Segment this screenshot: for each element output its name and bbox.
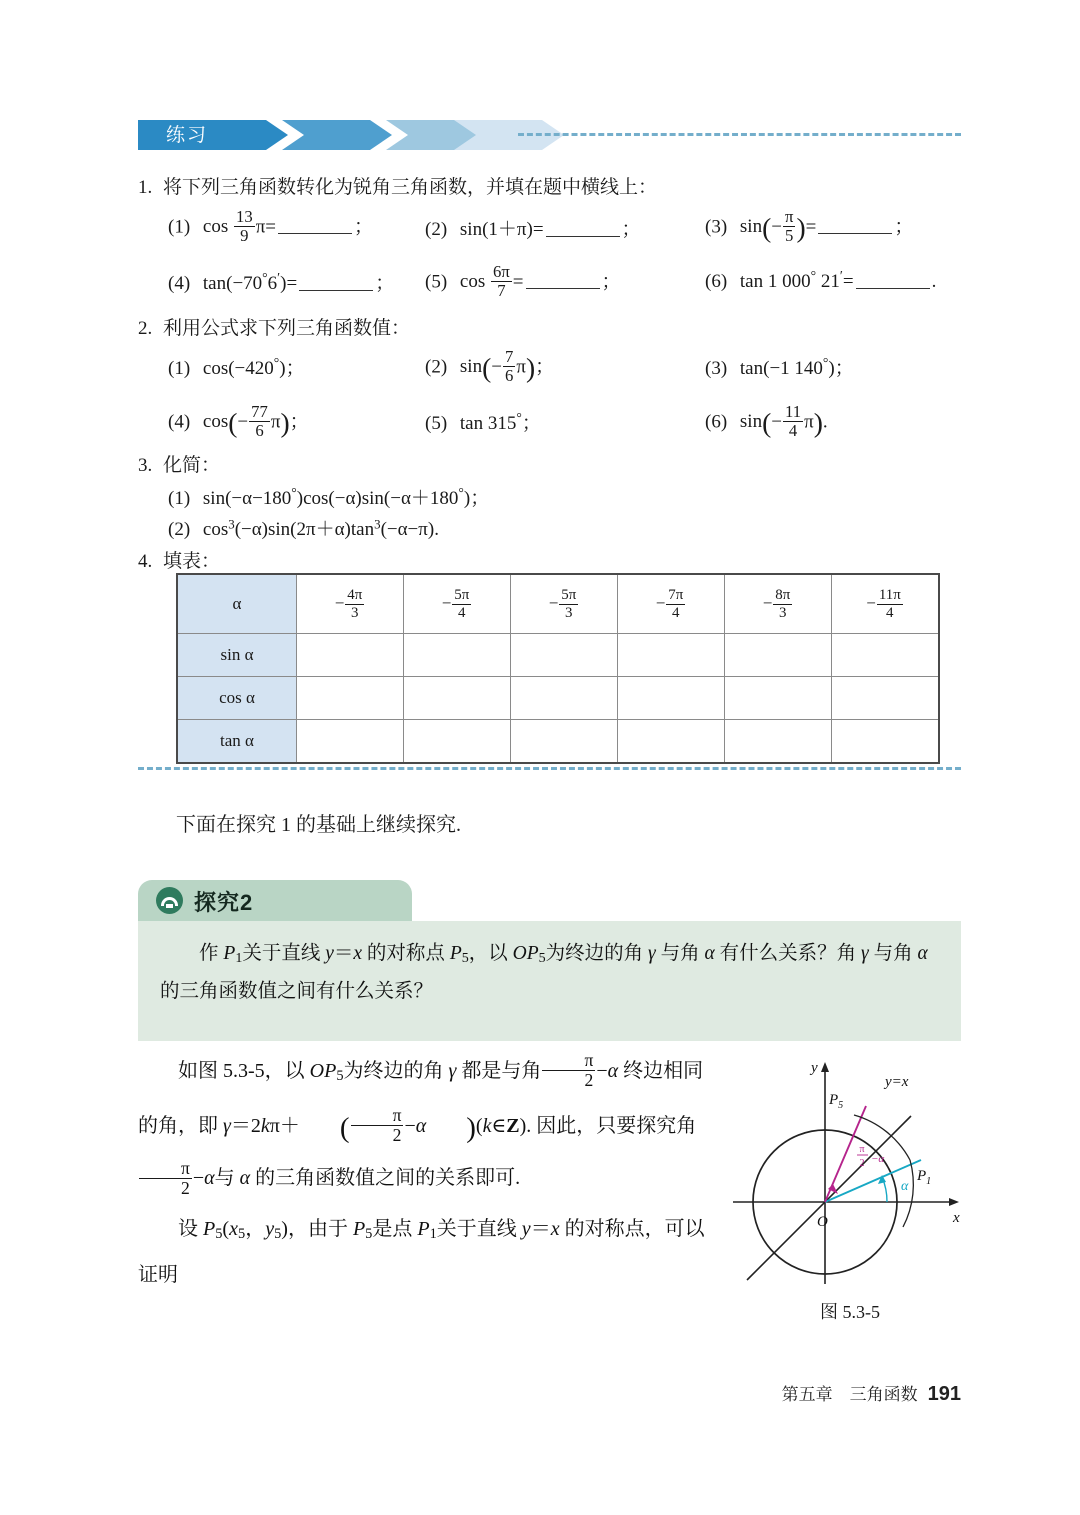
answer-blank[interactable] [278, 214, 352, 234]
banner-chevron-1 [138, 120, 288, 150]
answer-cell[interactable] [618, 677, 725, 720]
angle-num: 7π [668, 587, 684, 604]
alpha-label: α [901, 1179, 909, 1194]
x-axis-arrow [949, 1198, 959, 1206]
answer-cell[interactable] [404, 720, 511, 764]
angle-num: 5π [454, 587, 470, 604]
exercise-2-item-4: (4) cos(− $\frac{77}{6}$ π)； [168, 402, 309, 441]
angle-sign: − [655, 593, 666, 613]
prose-paragraph-2: 设 $P_5(x_5$，$y_5$)，由于 $P_5$是点 $P_1$关于直线 y＝x 的对称点，可以证明 [138, 1218, 705, 1286]
table-row-alpha [177, 574, 939, 634]
exercise-2-item-1: (1) cos(−420°)； [168, 355, 305, 379]
exercise-1-stem [138, 172, 657, 199]
footer-page-number: 191 [927, 1383, 961, 1405]
section-dashed-rule [138, 767, 961, 770]
complement-numerator: π [859, 1144, 865, 1155]
angle-den: 3 [345, 604, 364, 621]
angle-den: 4 [877, 604, 903, 621]
item-label: (2) [425, 219, 448, 240]
line-label-y-equals-x: y=x [885, 1074, 909, 1090]
answer-blank[interactable] [526, 269, 600, 289]
exercise-4-stem [138, 546, 220, 573]
answer-cell[interactable] [725, 720, 832, 764]
angle-cell-3 [511, 574, 618, 634]
answer-cell[interactable] [404, 677, 511, 720]
transition-text: 下面在探究 1 的基础上继续探究. [176, 814, 461, 836]
answer-cell[interactable] [832, 634, 940, 677]
exercise-1-item-6: (6) tan 1 000° 21′= . [705, 268, 937, 292]
angle-cell-4 [618, 574, 725, 634]
item-label: (2) [425, 356, 448, 378]
angle-sign: − [548, 593, 559, 613]
angle-cell-6 [832, 574, 940, 634]
exercise-2-item-5: (5) tan 315°； [425, 410, 541, 434]
x-axis-label: x [953, 1210, 960, 1226]
page-footer [0, 1380, 961, 1406]
row-header-tan: tan α [177, 720, 297, 764]
fill-in-table [176, 573, 940, 764]
item-label: (5) [425, 271, 448, 293]
row-header-sin: sin α [177, 634, 297, 677]
exercise-1-item-2: (2) sin(1＋π)= ； [425, 219, 641, 240]
origin-label: O [817, 1214, 828, 1230]
item-label: (6) [705, 270, 728, 292]
answer-cell[interactable] [511, 677, 618, 720]
exercise-3-item-2: (2) $\cos^3(-\alpha)\sin(2\pi+\alpha)\tan^3(-\alpha-\pi)$. [168, 516, 439, 540]
exercise-2-item-6: (6) sin(− $\frac{11}{4}$ π). [705, 402, 828, 441]
answer-cell[interactable] [618, 634, 725, 677]
exercise-3-stem [138, 450, 220, 477]
exercise-1-item-3: (3) sin(− $\frac{\pi}{5}$ )= ； [705, 207, 914, 246]
exercise-2-number: 2. [138, 318, 153, 339]
answer-blank[interactable] [856, 269, 930, 289]
answer-cell[interactable] [297, 720, 404, 764]
angle-cell-1 [297, 574, 404, 634]
unit-circle-diagram [725, 1042, 975, 1292]
exercise-1-stem-text: 将下列三角函数转化为锐角三角函数，并填在题中横线上： [163, 177, 658, 198]
exercise-1-item-1: (1) cos $\frac{13}{9}$ π= ； [168, 207, 374, 246]
answer-blank[interactable] [818, 214, 892, 234]
answer-cell[interactable] [832, 720, 940, 764]
y-axis-arrow [821, 1062, 829, 1072]
item-label: (3) [705, 358, 728, 379]
angle-den: 3 [559, 604, 578, 621]
answer-blank[interactable] [299, 271, 373, 291]
angle-cell-5 [725, 574, 832, 634]
table-row-tan [177, 720, 939, 764]
item-label: (6) [705, 411, 728, 433]
answer-blank[interactable] [546, 217, 620, 237]
answer-cell[interactable] [297, 677, 404, 720]
item-label: (1) [168, 358, 191, 379]
answer-cell[interactable] [725, 677, 832, 720]
angle-den: 4 [666, 604, 685, 621]
magnifier-arch-icon [156, 887, 183, 914]
inquiry-tab [138, 880, 412, 921]
item-label: (4) [168, 411, 191, 433]
inquiry-paragraph: 作 $P_1$关于直线 y＝x 的对称点 $P_5$，以 $OP_5$为终边的角 γ 与角 α 有什么关系？角 γ 与角 α 的三角函数值之间有什么关系？ [160, 943, 928, 1003]
exercise-2-item-3: (3) tan(−1 140°)； [705, 355, 854, 379]
prose-paragraph-1: 如图 5.3-5，以 $OP_5$为终边的角 γ 都是与角 $\frac{\pi}{2}$ −α 终边相同的角，即 γ＝2kπ＋ ( $\frac{\pi}{2}$ −α )(k∈Z). 因此，只要探究角 $\frac{\pi}{2}$ −α与 α 的三角函数值之间的关系即可. [138, 1050, 704, 1198]
angle-num: 5π [561, 587, 577, 604]
exercise-3-number: 3. [138, 455, 153, 476]
exercise-2-stem [138, 313, 410, 340]
exercise-1-number: 1. [138, 177, 153, 198]
item-label: (4) [168, 273, 191, 294]
banner-chevron-2 [282, 120, 392, 150]
answer-cell[interactable] [511, 720, 618, 764]
answer-cell[interactable] [404, 634, 511, 677]
exercise-1-item-4: (4) tan(−70°6′)= ； [168, 270, 395, 294]
angle-den: 4 [452, 604, 471, 621]
angle-cell-2 [404, 574, 511, 634]
inquiry-title: 探究2 [194, 890, 254, 915]
table-row-sin [177, 634, 939, 677]
row-header-alpha: α [177, 574, 297, 634]
prose-block [138, 1046, 718, 1301]
banner-dashed-rule [518, 133, 961, 136]
answer-cell[interactable] [618, 720, 725, 764]
exercise-4-number: 4. [138, 551, 153, 572]
answer-cell[interactable] [511, 634, 618, 677]
item-label: (5) [425, 413, 448, 434]
inquiry-block [138, 880, 961, 1041]
exercise-2-item-2: (2) sin(− $\frac{7}{6}$ π)； [425, 347, 555, 386]
point-p5-label: $P_5$ [829, 1092, 844, 1111]
item-label: (1) [168, 216, 191, 238]
angle-sign: − [762, 593, 773, 613]
exercise-4-stem-text: 填表： [163, 551, 221, 572]
figure-caption: 图 5.3-5 [820, 1302, 880, 1322]
item-label: (2) [168, 519, 191, 540]
inquiry-body [138, 921, 961, 1041]
practice-banner [138, 120, 510, 150]
angle-num: 8π [775, 587, 791, 604]
angle-sign: − [334, 593, 345, 613]
item-label: (1) [168, 488, 191, 509]
complement-denominator: 2 [859, 1158, 865, 1169]
complement-minus-alpha: −α [871, 1153, 885, 1165]
angle-num: 4π [347, 587, 363, 604]
y-axis-label: y [811, 1060, 818, 1076]
angle-den: 3 [773, 604, 792, 621]
answer-cell[interactable] [725, 634, 832, 677]
practice-label: 练习 [166, 125, 209, 146]
answer-cell[interactable] [297, 634, 404, 677]
exercise-3-item-1: (1) sin(−α−180°)cos(−α)sin(−α＋180°)； [168, 485, 490, 509]
answer-cell[interactable] [832, 677, 940, 720]
angle-sign: − [441, 593, 452, 613]
angle-num: 11π [878, 587, 901, 604]
figure-5-3-5 [725, 1042, 975, 1322]
row-header-cos: cos α [177, 677, 297, 720]
point-p1-label: $P_1$ [917, 1168, 932, 1187]
table-row-cos [177, 677, 939, 720]
angle-sign: − [866, 593, 876, 613]
exercise-3-stem-text: 化简： [163, 455, 221, 476]
exercise-2-stem-text: 利用公式求下列三角函数值： [163, 318, 411, 339]
footer-chapter: 第五章 三角函数 [781, 1385, 918, 1404]
item-label: (3) [705, 216, 728, 238]
exercise-1-item-5: (5) cos $\frac{6\pi}{7}$ = ； [425, 262, 621, 301]
